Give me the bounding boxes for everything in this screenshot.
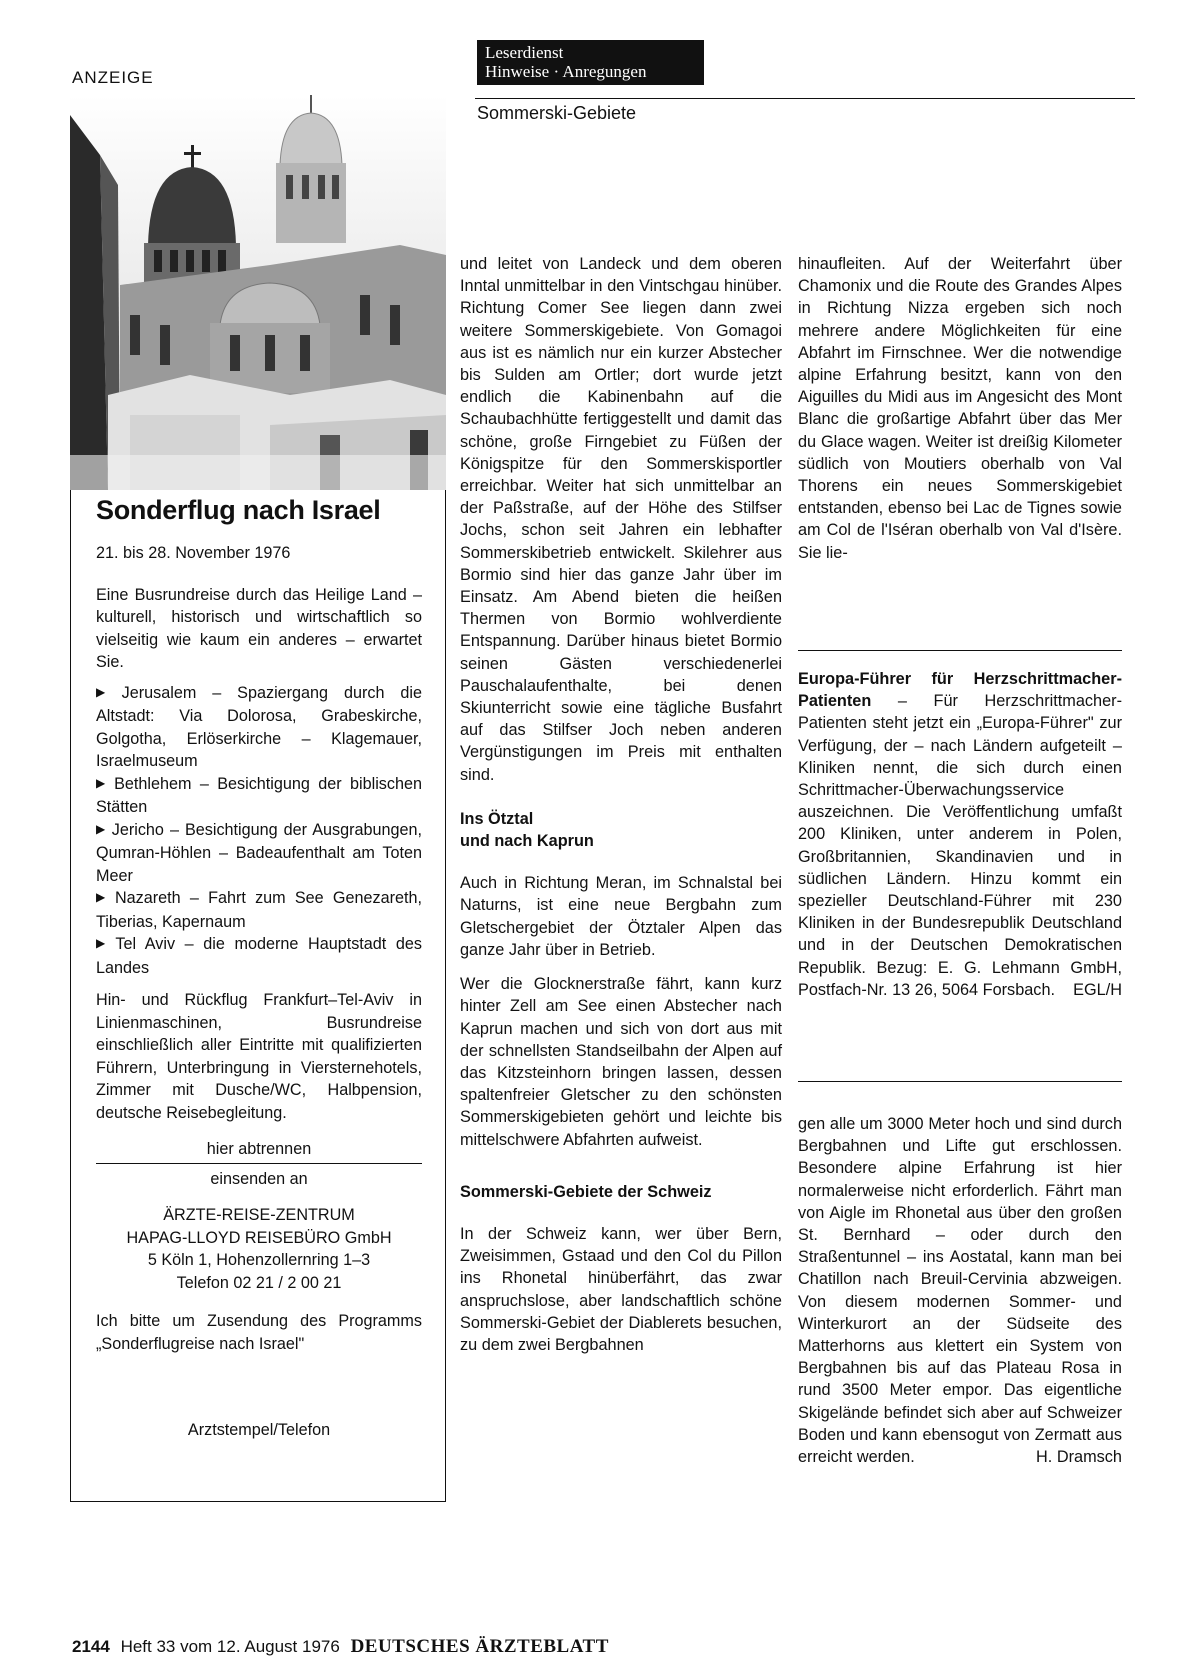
masthead-line2: Hinweise · Anregungen bbox=[485, 62, 647, 81]
masthead-line1: Leserdienst bbox=[485, 43, 564, 62]
ad-dates: 21. bis 28. November 1976 bbox=[96, 544, 291, 562]
ad-bullet: ▶ Jericho – Besichtigung der Ausgrabungen, Qumran-Höhlen – Badeaufenthalt am Toten Meer bbox=[96, 819, 422, 888]
send-label: einsenden an bbox=[210, 1169, 308, 1188]
notice-sign: EGL/H bbox=[1073, 980, 1122, 999]
mid-paragraph-1: und leitet von Landeck und dem oberen Inntal unmittelbar in den Vintschgau hinüber. Richtung Comer See liegen dann zwei weitere Sommerskigebiete. Von Gomagoi aus ist es nämlich nur ein kurzer Abstecher bis Sulden am Ortler; dort wurde jetzt endlich die Kabinenbahn auf die Schaubachhütte fertiggestellt und damit das schöne, große Firngebiet zu Füßen der Königspitze für den Sommerskisportler erreichbar. Weiter hat sich unmittelbar an der Paßstraße, auf der Höhe des Stilfser Jochs, schon seit Jahren ein lebhafter Sommerskibetrieb entwickelt. Skilehrer aus Bormio sind hier das ganze Jahr über im Einsatz. Am Abend bieten die heißen Thermen von Bormio wohlverdiente Entspannung. Darüber hinaus bietet Bormio seinen Gästen verschiedenerlei Pauschalaufenthalte, bei denen Skiunterricht sowie eine tägliche Busfahrt auf das Stilfser Joch neben anderen Vergünstigungen im Preis mit enthalten sind. bbox=[460, 255, 782, 784]
stamp-label: Arztstempel/Telefon bbox=[187, 1421, 331, 1439]
ad-intro: Eine Busrundreise durch das Heilige Land – kulturell, historisch und wirtschaftlich so vielseitig wie kaum ein anderes – erwartet Sie. bbox=[96, 585, 422, 671]
ad-label: ANZEIGE bbox=[72, 68, 154, 87]
right-paragraph-2: gen alle um 3000 Meter hoch und sind durch Bergbahnen und Lifte gut erschlossen. Besondere alpine Erfahrung ist hier normalerweise nicht erforderlich. Fährt man von Aigle im Rhonetal aus über den großen St. Bernhard – oder durch den Straßentunnel – ins Aostatal, kann man bei Chatillon nach Breuil-Cervinia abzweigen. Von diesem modernen Sommer- und Winterkurort an der Südseite des Matterhorns aus klettert ein System von Bergbahnen bis auf das Plateau Rosa in rund 3500 Meter empor. Das eigentliche Skigelände befindet sich aber auf Schweizer Boden und kann ebensogut von Zermatt aus erreicht werden. bbox=[798, 1115, 1122, 1467]
section-title: Sommerski-Gebiete bbox=[477, 103, 637, 123]
column-right-top bbox=[798, 253, 1122, 564]
notice-text: – Für Herzschrittmacher-Patienten steht jetzt ein „Europa-Führer" zur Verfügung, der – nach Ländern aufgeteilt – Kliniken nennt, die sich durch einen Schrittmacher-Überwachungsservice auszeichnen. Die Veröffentlichung umfaßt 200 Kliniken, unter anderem in Polen, Großbritannien, Skandinavien und in südlichen Ländern. Hinzu kommt ein spezieller Deutschland-Führer mit 230 Kliniken in der Bundesrepublik Deutschland und in der Deutschen Demokratischen Republik. Bezug: E. G. Lehmann GmbH, Postfach-Nr. 13 26, 5064 Forsbach. bbox=[798, 692, 1122, 999]
mid-paragraph-3: Wer die Glocknerstraße fährt, kann kurz hinter Zell am See einen Abstecher nach Kaprun machen und sich von dort aus mit der schnellsten Standseilbahn der Alpen auf das Kitzsteinhorn bringen lassen, dessen spaltenfreier Gletscher zu den schönsten Sommerskigebieten gehört und leichte bis mittelschwere Abfahrten aufweist. bbox=[460, 975, 782, 1149]
right-paragraph-1: hinaufleiten. Auf der Weiterfahrt über Chamonix und die Route des Grandes Alpes in Richtung Nizza ergeben sich noch mehrere andere Möglichkeiten für eine Abfahrt im Firnschnee. Wer die notwendige alpine Erfahrung besitzt, kann von den Aiguilles du Midi aus im Angesicht des Mont Blanc die großartige Abfahrt über das Mer du Glace wagen. Weiter ist dreißig Kilometer südlich von Moutiers oberhalb von Val Thorens ein neues Sommerskigebiet entstanden, ebenso bei Lac de Tignes sowie am Col de l'Iséran oberhalb von Val d'Isère. Sie lie- bbox=[798, 255, 1122, 562]
address-line: Telefon 02 21 / 2 00 21 bbox=[176, 1273, 342, 1292]
address-line: HAPAG-LLOYD REISEBÜRO GmbH bbox=[126, 1228, 392, 1247]
subheading-schweiz: Sommerski-Gebiete der Schweiz bbox=[460, 1182, 712, 1201]
author: H. Dramsch bbox=[1036, 1448, 1122, 1467]
church-photo bbox=[70, 95, 446, 490]
ad-title: Sonderflug nach Israel bbox=[96, 495, 381, 525]
column-middle bbox=[460, 253, 782, 1356]
ad-bullet: ▶ Tel Aviv – die moderne Hauptstadt des Landes bbox=[96, 933, 422, 979]
issue-info: Heft 33 vom 12. August 1976 bbox=[120, 1637, 340, 1656]
subheading-oetztal-2: und nach Kaprun bbox=[460, 832, 594, 851]
address-line: 5 Köln 1, Hohenzollernring 1–3 bbox=[147, 1251, 371, 1269]
notice-bottom-rule bbox=[798, 1081, 1122, 1082]
notice-top-rule bbox=[798, 650, 1122, 651]
notice bbox=[798, 668, 1122, 1001]
cut-line bbox=[96, 1163, 422, 1164]
ad-bullet: ▶ Bethlehem – Besichtigung der biblischen Stätten bbox=[96, 773, 422, 819]
ad-details: Hin- und Rückflug Frankfurt–Tel-Aviv in Linienmaschinen, Busrundreise einschließlich aller Eintritte mit qualifizierten Führern, Unterbringung in Viersternehotels, Zimmer mit Dusche/WC, Halbpension, deutsche Reisebegleitung. bbox=[96, 991, 422, 1122]
ad-bullet: ▶ Nazareth – Fahrt zum See Genezareth, Tiberias, Kapernaum bbox=[96, 887, 422, 933]
notice-heading: Europa-Führer für Herzschrittmacher-Patienten bbox=[798, 670, 1122, 711]
subheading-oetztal-1: Ins Ötztal bbox=[460, 809, 534, 828]
ad-content bbox=[96, 493, 422, 1442]
ad-request: Ich bitte um Zusendung des Programms „Sonderflugreise nach Israel" bbox=[96, 1312, 422, 1353]
ad-bullet: ▶ Jerusalem – Spaziergang durch die Altstadt: Via Dolorosa, Grabeskirche, Golgotha, Erlöserkirche – Klagemauer, Israelmuseum bbox=[96, 682, 422, 773]
header-rule bbox=[475, 98, 1135, 99]
cut-label: hier abtrennen bbox=[206, 1140, 312, 1158]
address-line: ÄRZTE-REISE-ZENTRUM bbox=[163, 1206, 355, 1224]
mid-paragraph-4: In der Schweiz kann, wer über Bern, Zweisimmen, Gstaad und den Col du Pillon ins Rhonetal hinüberfährt, das zwar anspruchslose, aber landschaftlich schöne Sommerski-Gebiet der Diablerets besuchen, zu dem zwei Bergbahnen bbox=[460, 1224, 782, 1354]
page-number: 2144 bbox=[72, 1637, 110, 1656]
column-right-bottom bbox=[798, 1113, 1122, 1468]
footer bbox=[72, 1636, 609, 1658]
magazine-name: DEUTSCHES ÄRZTEBLATT bbox=[350, 1636, 609, 1657]
mid-paragraph-2: Auch in Richtung Meran, im Schnalstal bei Naturns, ist eine neue Bergbahn zum Gletschergebiet der Ötztaler Alpen das ganze Jahr über in Betrieb. bbox=[460, 874, 782, 959]
masthead bbox=[477, 40, 704, 85]
